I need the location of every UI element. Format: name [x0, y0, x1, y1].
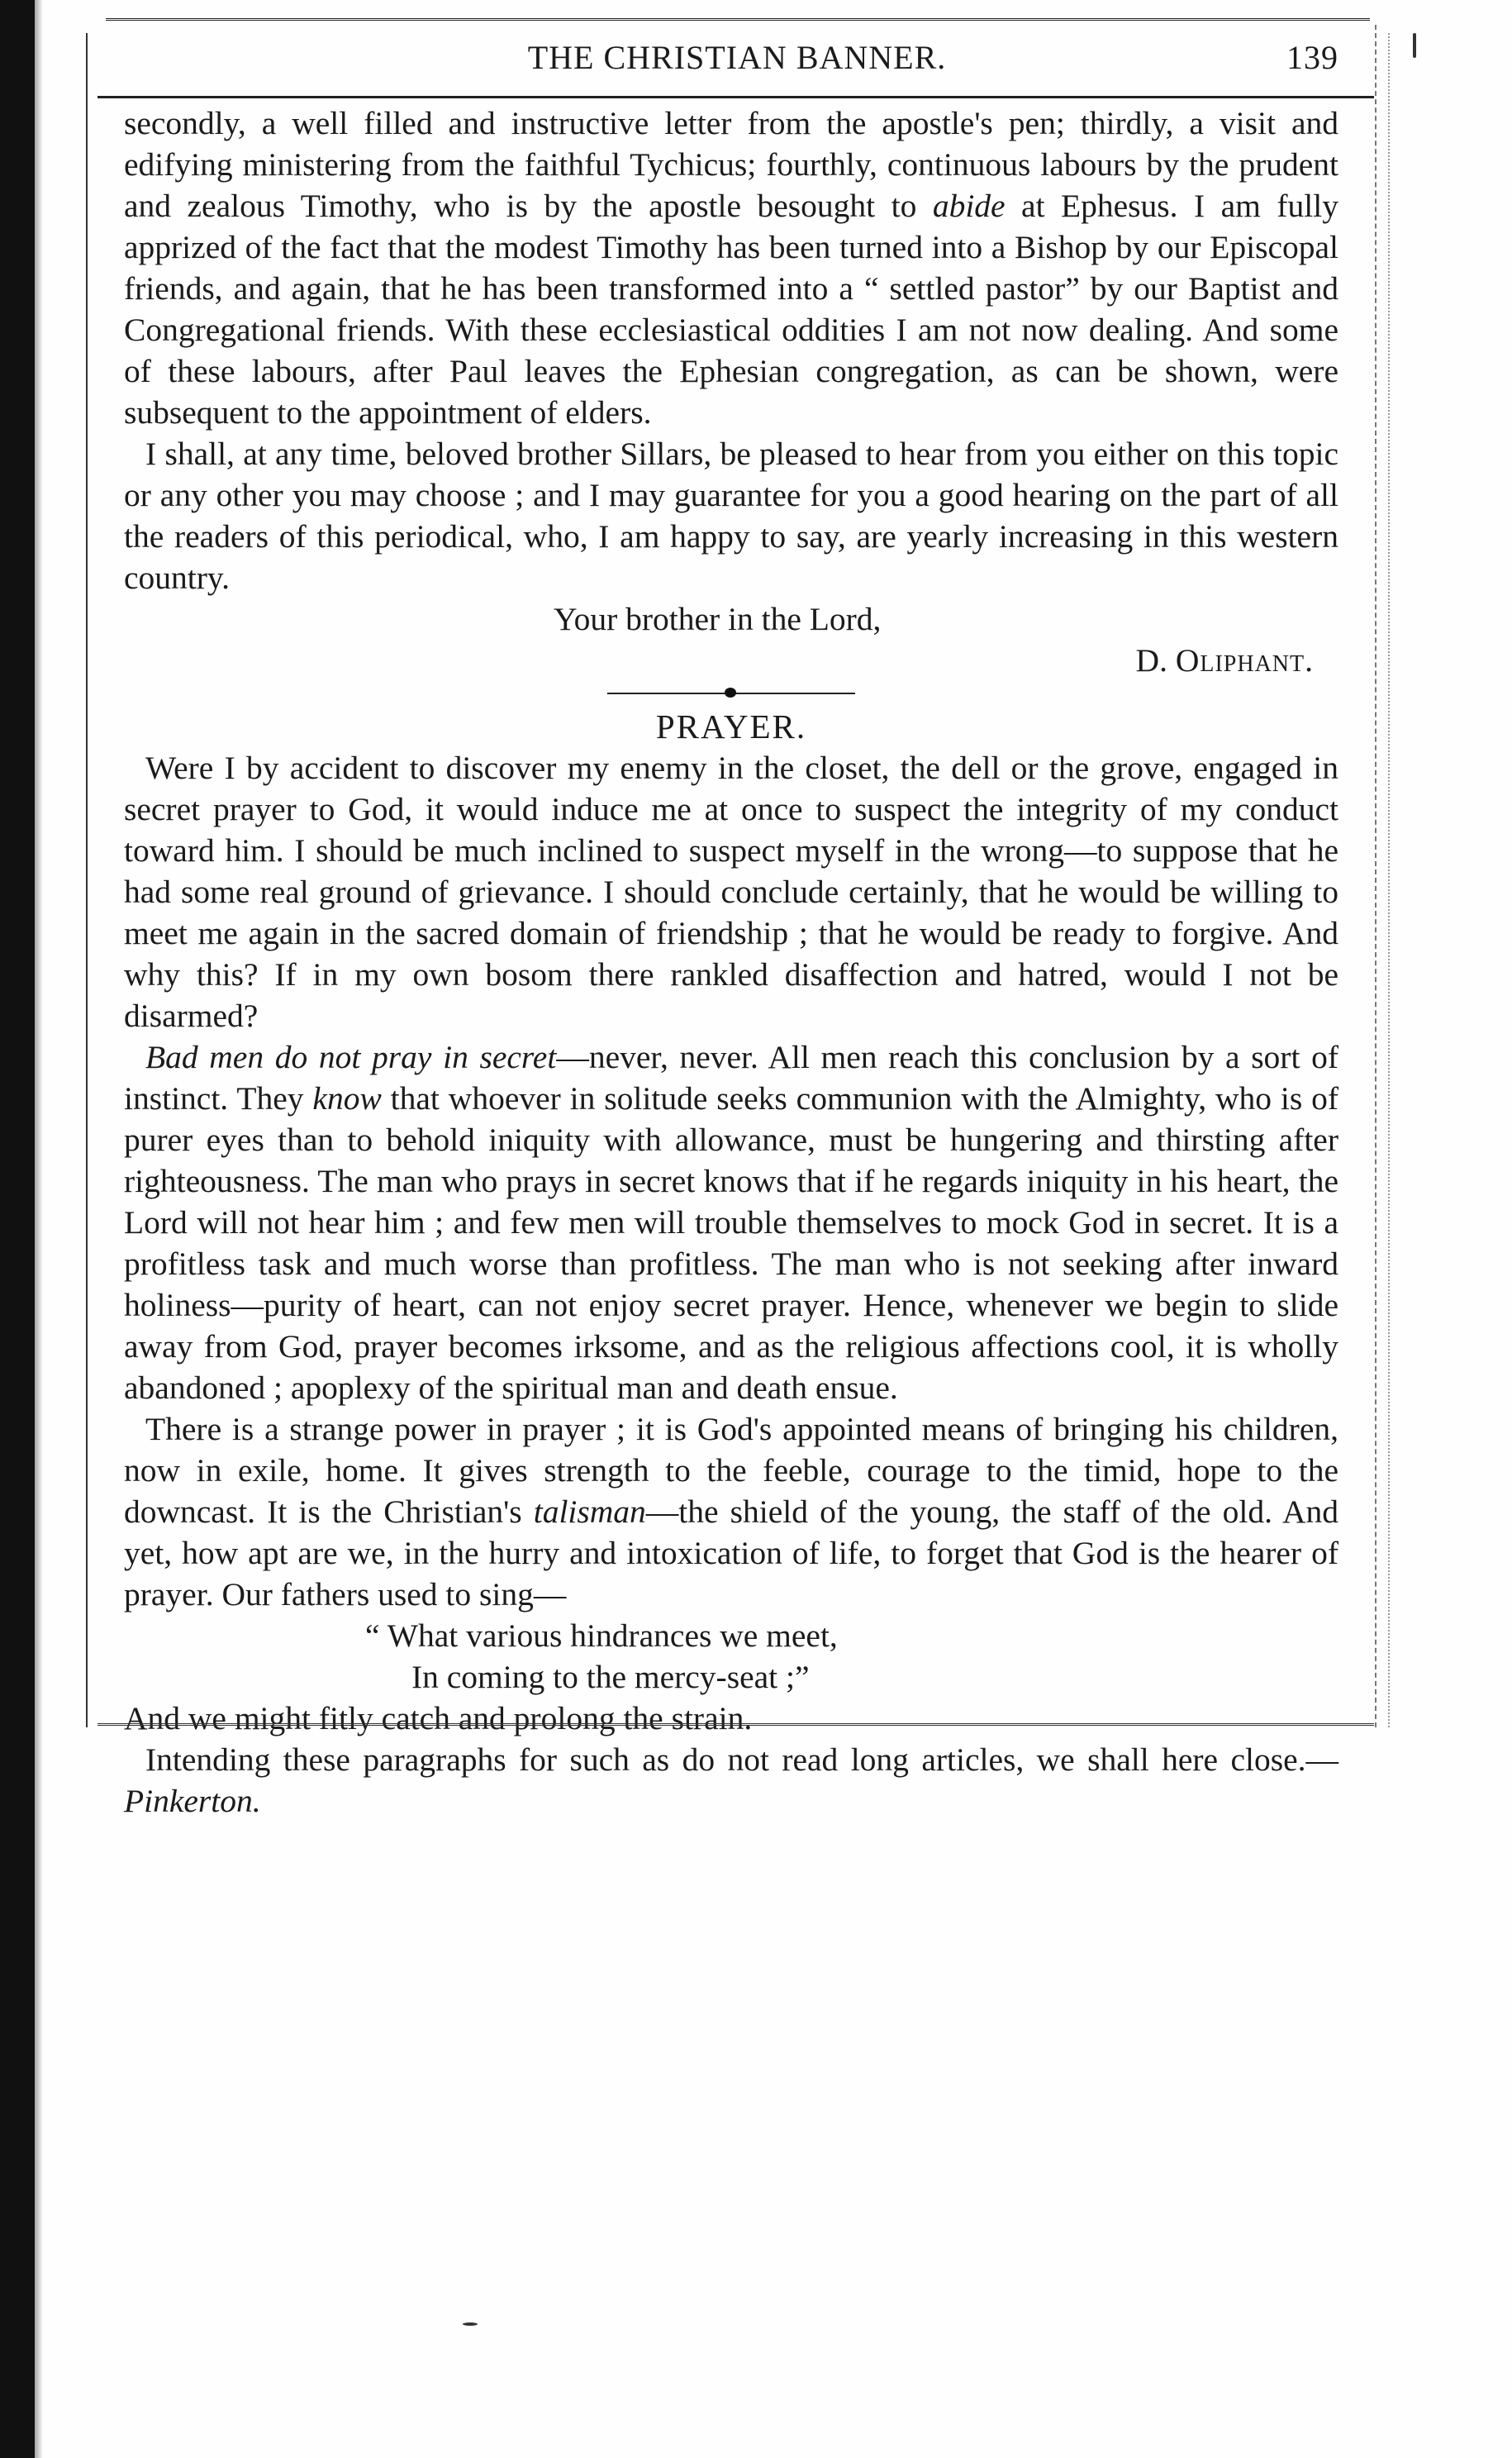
poem-line-2: In coming to the mercy-seat ;” — [411, 1659, 810, 1695]
article-paragraph-2-italic-know: know — [312, 1080, 382, 1117]
letter-signature — [124, 640, 1338, 681]
letter-paragraph-1-text: secondly, a well filled and instructive letter from the apostle's pen; thirdly, a visit and edifying ministering from the faithful Tychicus; fourthly, continuous labours by the prudent and zealous Timothy, who is by the apostle besought to — [124, 105, 1338, 224]
bottom-rule — [97, 1723, 1374, 1726]
print-speck — [463, 2322, 478, 2326]
article-paragraph-2-text-b: that whoever in solitude seeks communion with the Almighty, who is of purer eyes than to behold iniquity with allowance, must be hungering and thirsting after righteousness. The man who prays in secret knows that if he regards iniquity in his heart, the Lord will not hear him ; and few men will trouble themselves to mock God in secret. It is a profitless task and much worse than profitless. The man who is not seeking after inward holiness—purity of heart, can not enjoy secret prayer. Hence, whenever we begin to slide away from God, prayer becomes irksome, and as the religious affections cool, it is wholly abandoned ; apoplexy of the spiritual man and death ensue. — [124, 1080, 1339, 1406]
letter-paragraph-1 — [124, 102, 1338, 433]
page-body — [124, 102, 1338, 1822]
article-after-poem: And we might fitly catch and prolong the strain. — [124, 1700, 753, 1736]
book-binding-edge — [0, 0, 35, 2458]
article-paragraph-2-italic: Bad men do not pray in secret — [145, 1039, 557, 1075]
top-rule — [106, 18, 1370, 21]
right-margin-rule — [1375, 25, 1376, 1727]
left-margin-rule — [86, 33, 88, 1727]
article-heading: PRAYER. — [655, 707, 807, 745]
article-paragraph-2 — [124, 1036, 1338, 1408]
article-closing-text: Intending these paragraphs for such as do not read long articles, we shall here close.— — [145, 1741, 1338, 1778]
article-paragraph-2-text-a: —never, never. All men reach this conclusion by a sort of instinct. They — [124, 1039, 1338, 1117]
article-paragraph-3-text-a: There is a strange power in prayer ; it is God's appointed means of bringing his children, now in exile, home. It gives strength to the feeble, courage to the timid, hope to the downcast. It is the Christian's — [124, 1411, 1338, 1530]
journal-title: THE CHRISTIAN BANNER. — [527, 39, 947, 76]
header-rule — [97, 96, 1374, 98]
letter-paragraph-2: I shall, at any time, beloved brother Sillars, be pleased to hear from you either on this topic or any other you may choose ; and I may guarantee for you a good hearing on the part of all the readers of this periodical, who, I am happy to say, are yearly increasing in this western country. — [124, 436, 1338, 596]
letter-paragraph-1-rest: at Ephesus. I am fully apprized of the fact that the modest Timothy has been turned into a Bishop by our Episcopal friends, and again, that he has been transformed into a “ settled pastor” by our Baptist and Congregational friends. With these ecclesiastical oddities I am not now dealing. And some of these labours, after Paul leaves the Ephesian congregation, as can be shown, were subsequent to the appointment of elders. — [124, 188, 1338, 431]
poem-line-1: “ What various hindrances we meet, — [365, 1617, 838, 1654]
section-divider — [607, 683, 855, 706]
signature-name: Oliphant. — [1175, 642, 1314, 679]
running-header — [106, 30, 1368, 89]
margin-mark — [1413, 33, 1416, 58]
letter-paragraph-1-italic: abide — [932, 188, 1006, 224]
divider-ornament — [725, 688, 736, 698]
right-margin-rule-outer — [1388, 33, 1390, 1727]
article-closing-author: Pinkerton. — [124, 1783, 261, 1819]
signature-initial: D. — [1135, 642, 1176, 679]
article-closing — [124, 1739, 1338, 1822]
article-paragraph-1: Were I by accident to discover my enemy in the closet, the dell or the grove, engaged in secret prayer to God, it would induce me at once to suspect the integrity of my conduct toward him. I should be much inclined to suspect myself in the wrong—to suppose that he had some real ground of grievance. I should conclude certainly, that he would be willing to meet me again in the sacred domain of friendship ; that he would be ready to forgive. And why this? If in my own bosom there rankled disaffection and hatred, would I not be disarmed? — [124, 750, 1338, 1034]
article-paragraph-3 — [124, 1408, 1338, 1615]
page-number: 139 — [1286, 39, 1338, 76]
article-paragraph-3-text-b: —the shield of the young, the staff of the old. And yet, how apt are we, in the hurry and intoxication of life, to forget that God is the hearer of prayer. Our fathers used to sing— — [124, 1493, 1338, 1612]
letter-closing: Your brother in the Lord, — [554, 601, 882, 637]
article-paragraph-3-italic: talisman — [533, 1493, 646, 1530]
